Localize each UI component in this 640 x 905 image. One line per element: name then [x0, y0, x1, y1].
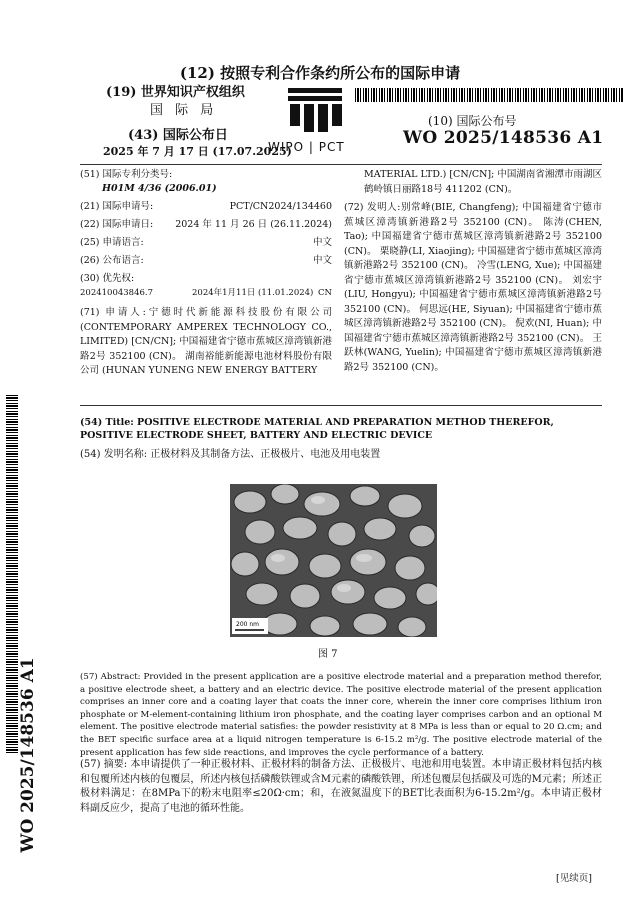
field-30-label: (30) 优先权:	[80, 273, 135, 284]
pub-date: 2025 年 7 月 17 日 (17.07.2025)	[103, 145, 292, 158]
divider-top	[80, 164, 602, 165]
field-21-value: PCT/CN2024/134460	[229, 201, 332, 212]
pub-no-label: (10) 国际公布号	[428, 114, 517, 128]
document-title: (12) 按照专利合作条约所公布的国际申请	[179, 64, 461, 82]
org-line2: 国 际 局	[150, 103, 218, 118]
right-column	[344, 168, 602, 375]
field-22-value: 2024 年 11 月 26 日 (26.11.2024)	[175, 219, 332, 230]
left-column	[80, 168, 332, 379]
wipo-logo-icon	[284, 86, 346, 136]
divider-mid	[80, 405, 602, 406]
field-71-continued: MATERIAL LTD.) [CN/CN]; 中国湖南省湘潭市雨湖区鹤岭镇日丽路18号 411202 (CN)。	[364, 169, 602, 195]
field-26-label: (26) 公布语言:	[80, 255, 144, 266]
abstract-en: (57) Abstract: Provided in the present application are a positive electrode material and a preparation method therefor, a positive electrode sheet, a battery and an electric device. The positive electrode material of the present application comprises an inner core and a coating layer that coats the inner core, wherein the inner core comprises lithium iron phosphate or M-element-containing lithium iron phosphate, and the coating layer comprises carbon and an optional M element. The positive electrode material satisfies: the powder resistivity at 8 MPa is less than or equal to 20 Ω.cm; and the BET specific surface area at a liquid nitrogen temperature is 6-15.2 m²/g. The positive electrode material of the present application has few side reactions, and improves the cycle performance of a battery.	[80, 672, 602, 758]
field-30-date: 2024年1月11日 (11.01.2024)	[192, 288, 314, 298]
title-zh: (54) 发明名称: 正极材料及其制备方法、正极极片、电池及用电装置	[80, 449, 381, 460]
field-72-label: (72) 发明人:	[344, 202, 401, 213]
barcode-top	[355, 88, 623, 102]
continued-label: [见续页]	[556, 873, 592, 884]
sem-figure-image	[230, 484, 437, 637]
field-51-label: (51) 国际专利分类号:	[80, 169, 173, 180]
barcode-side	[6, 395, 18, 755]
wipo-pct-text: WIPO | PCT	[268, 140, 345, 154]
org-line1: (19) 世界知识产权组织	[106, 85, 245, 100]
field-25-value: 中文	[312, 237, 332, 248]
sem-particles-icon	[230, 484, 437, 637]
field-72-text: 别常峰(BIE, Changfeng); 中国福建省宁德市蕉城区漳湾镇新港路2号 352100 (CN)。 陈涛(CHEN, Tao); 中国福建省宁德市蕉城区漳湾镇新港路2号 352100 (CN)。 栗晓静(LI, Xiaojing); 中国福建省宁德市蕉城区漳湾镇新港路2号 352100 (CN)。 冷雪(LENG, Xue); 中国福建省宁德市蕉城区漳湾镇新港路2号 352100 (CN)。 刘宏宇(LIU, Hongyu); 中国福建省宁德市蕉城区漳湾镇新港路2号 352100 (CN)。 何思远(HE, Siyuan); 中国福建省宁德市蕉城区漳湾镇新港路2号 352100 (CN)。 倪欢(NI, Huan); 中国福建省宁德市蕉城区漳湾镇新港路2号 352100 (CN)。 王跃林(WANG, Yuelin); 中国福建省宁德市蕉城区漳湾镇新港路2号 352100 (CN)。	[344, 202, 602, 373]
field-30-number: 202410043846.7	[80, 288, 154, 298]
pub-date-label: (43) 国际公布日	[128, 128, 228, 143]
scale-bar-label: 200 nm	[236, 621, 260, 628]
field-71-label: (71) 申请人:	[80, 307, 146, 318]
field-71-text: 宁德时代新能源科技股份有限公司 (CONTEMPORARY AMPEREX TECHNOLOGY CO., LIMITED) [CN/CN]; 中国福建省宁德市蕉城区漳湾镇新港路2号 352100 (CN)。 湖南裕能新能源电池材料股份有限公司 (HUNAN YUNENG NEW ENERGY BATTERY	[80, 307, 332, 376]
field-22-label: (22) 国际申请日:	[80, 219, 154, 230]
abstract-zh: (57) 摘要: 本申请提供了一种正极材料、正极材料的制备方法、正极极片、电池和用电装置。本申请正极材料包括内核和包覆所述内核的包覆层，所述内核包括磷酸铁锂或含M元素的磷酸铁锂，所述包覆层包括碳及可选的M元素；所述正极材料满足：在8MPa下的粉末电阻率≤20Ω·cm；和，在液氮温度下的BET比表面积为6-15.2m²/g。本申请正极材料副反应少，提高了电池的循环性能。	[80, 759, 602, 814]
field-25-label: (25) 申请语言:	[80, 237, 144, 248]
organization-name	[106, 84, 245, 120]
field-26-value: 中文	[312, 255, 332, 266]
title-en: (54) Title: POSITIVE ELECTRODE MATERIAL AND PREPARATION METHOD THEREFOR, POSITIVE ELECTRODE SHEET, BATTERY AND ELECTRIC DEVICE	[80, 417, 554, 441]
title-section	[80, 416, 600, 461]
figure-label: 图 7	[318, 649, 338, 660]
field-51-value: H01M 4/36 (2006.01)	[102, 183, 217, 194]
field-21-label: (21) 国际申请号:	[80, 201, 154, 212]
field-30-country: CN	[318, 288, 332, 298]
side-pub-number: WO 2025/148536 A1	[18, 657, 38, 853]
pub-number: WO 2025/148536 A1	[403, 128, 604, 148]
